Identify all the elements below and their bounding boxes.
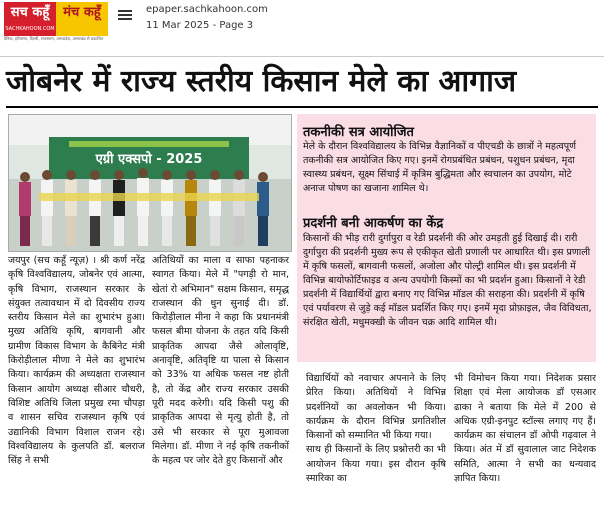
headline-rule — [6, 106, 598, 108]
logo-sach-kahoon: सच कहूँ — [4, 2, 56, 36]
sidebar-heading-exhibition: प्रदर्शनी बनी आकर्षण का केंद्र — [303, 216, 444, 231]
menu-icon[interactable] — [118, 8, 132, 20]
sidebar-para-technical-session: मेले के दौरान विश्वविद्यालय के विभिन्न वैज्ञानिकों व पीएचडी के छात्रों ने महत्वपूर्ण तकनीकी सत्र आयोजित किए गए। इनमें रोगप्रबंधित प्रबंधन, पशुधन प्रबंधन, मृदा स्वास्थ्य प्रबंधन, सूक्ष्म सिंचाई में कृत्रिम बुद्धिमता और स्वचालन का उपयोग, मोटे अनाज पोषण का खजाना शामिल थे। — [303, 141, 577, 194]
edition-date-page: 11 Mar 2025 - Page 3 — [146, 20, 254, 31]
article-headline: जोबनेर में राज्य स्तरीय किसान मेले का आगाज — [6, 64, 517, 99]
article-column-3: विद्यार्थियों को नवाचार अपनाने के लिए प्रेरित किया। अतिथियों ने विभिन्न प्रदर्शनियों का अवलोकन भी किया। कार्यक्रम के दौरान विभिन्न प्रगतिशील किसानों को सम्मानित भी किया गया। साथ ही किसानों के लिए प्रश्नोत्तरी का भी आयोजन किया गया। इस दौरान कृषि स्मारिका का — [306, 373, 446, 485]
sidebar-box — [297, 114, 596, 362]
sidebar-para-exhibition: किसानों की भीड़ रारी दुर्गापुरा व रेडी प्रदर्शनी की ओर उमड़ती हुई दिखाई दी। रारी दुर्गापुरा की प्रदर्शनी मुख्य रूप से एकीकृत खेती प्रणाली पर आधारित थी। इस प्रणाली में कृषि फसलों, बागवानी फसलों, अजोला और पोल्ट्री शामिल थी। इस प्रदर्शनी में विभिन्न बायोफोर्टिफाइड व अन्य उपयोगी किस्मों का भी प्रदर्शन हुआ। किसानों ने रेडी प्रदर्शनी में विद्यार्थियों द्वारा बनाए गए विभिन्न मॉडल की सराहना की। प्रदर्शनी में कृषि एवं पर्यावरण से जुड़े कई मॉडल प्रदर्शित किए गए। इनमें मृदा प्रोफ़ाइल, जैव विविधता, संरक्षित खेती, मधुमक्खी के जीवन चक्र आदि शामिल थी। — [303, 233, 592, 328]
newspaper-logo[interactable] — [4, 2, 108, 36]
logo-tagline: SACHKAHOON.COM — [5, 26, 55, 32]
header-bar — [0, 0, 604, 42]
article-column-1: जयपुर (सच कहूँ न्यूज़) । श्री कर्ण नरेंद्र कृषि विश्वविद्यालय, जोबनेर एवं आत्मा, कृषि विभाग, राजस्थान सरकार के संयुक्त तत्वावधान में दो दिवसीय राज्य स्तरीय किसान मेले का शुभारंभ हुआ। मुख्य अतिथि कृषि, बागवानी और ग्रामीण विकास विभाग के कैबिनेट मंत्री किरोड़ीलाल मीणा ने मेले का शुभारंभ किया। कार्यक्रम की अध्यक्षता राजस्थान किसान आयोग अध्यक्ष सीआर चौधरी, विशिष्ट अतिथि जिला प्रमुख रमा चौपड़ा व शासन सचिव राजस्थान कृषि एवं उद्यानिकी विभाग विशाल राजन रहे। विश्वविद्यालय के कुलपति डॉ. बलराज सिंह ने सभी — [8, 255, 145, 467]
event-photo-illustration — [9, 115, 291, 251]
logo-caption: दैनिक, हरियाणा, दिल्ली, राजस्थान, उत्तरप्रदेश, उत्तराखंड से प्रकाशित — [4, 36, 104, 41]
article-column-2: अतिथियों का माला व साफा पहनाकर स्वागत किया। मेले में "पगड़ी रो मान, खेतां रो अभिमान" सक्षम किसान, समृद्ध राजस्थान की धुन सुनाई दी। डॉ. किरोड़ीलाल मीना ने कहा कि प्रधानमंत्री फसल बीमा योजना के तहत यदि किसी प्राकृतिक आपदा जैसे ओलावृष्टि, अनावृष्टि, अतिवृष्टि या पाला से किसान को 33% या अधिक फसल नष्ट होती है, तो केंद्र और राज्य सरकार उसकी पूरी मदद करेगी। यदि किसी पशु की प्राकृतिक आपदा से मृत्यु होती है, तो उसे भी सरकार से पूरा मुआवजा मिलेगा। डॉ. मीणा ने नई कृषि तकनीकों के महत्व पर जोर देते हुए किसानों और — [152, 255, 289, 467]
photo-banner-text: एग्री एक्सपो - 2025 — [95, 152, 203, 167]
header-divider — [0, 56, 604, 57]
sidebar-heading-technical-session: तकनीकी सत्र आयोजित — [303, 125, 414, 140]
logo-manch-kahoon: मंच कहूँ — [56, 2, 108, 36]
event-photo[interactable] — [8, 114, 292, 252]
article-column-4: भी विमोचन किया गया। निदेशक प्रसार शिक्षा एवं मेला आयोजक डॉ एसआर ढाका ने बताया कि मेले में 200 से अधिक एग्री-इनपुट स्टॉल्स लगाए गए हैं। कार्यक्रम का संचालन डॉ ओपी गढ़वाल ने किया। अंत में डॉ सुवालाल जाट निदेशक समिति, आत्मा ने सभी का धन्यवाद ज्ञापित किया। — [454, 373, 596, 485]
site-url[interactable]: epaper.sachkahoon.com — [146, 4, 268, 15]
